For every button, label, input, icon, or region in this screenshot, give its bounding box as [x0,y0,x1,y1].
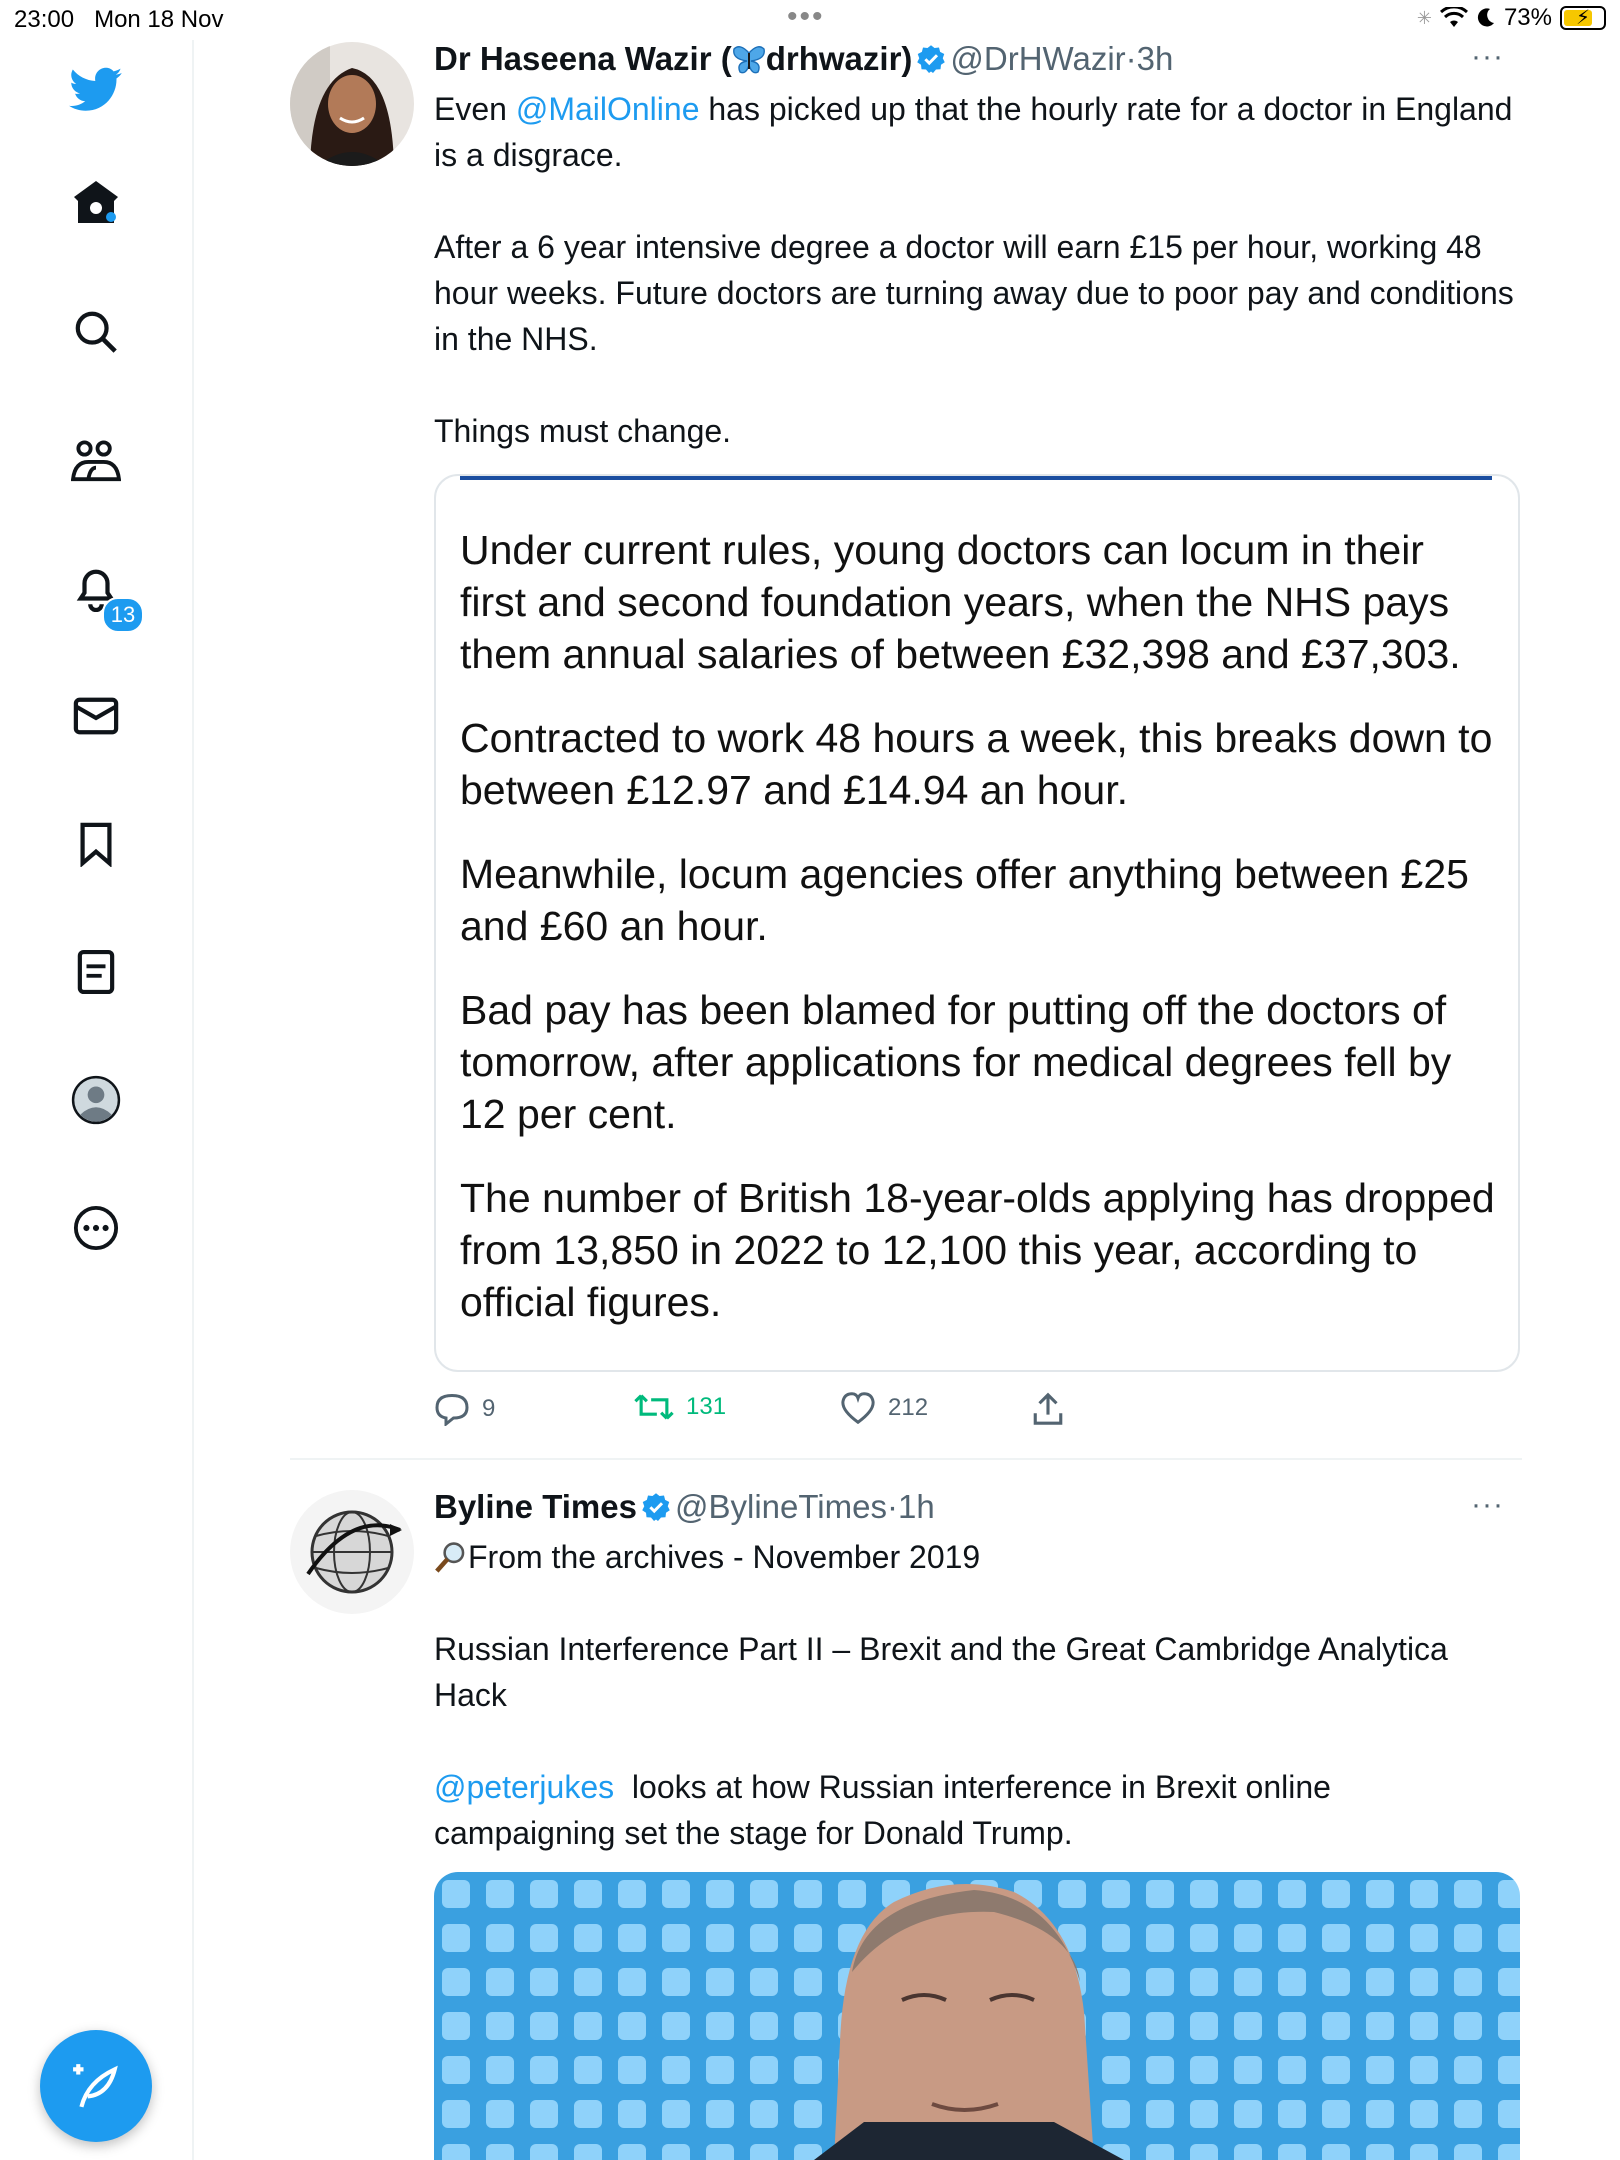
compose-feather-icon [71,2061,121,2111]
excerpt-paragraph: Contracted to work 48 hours a week, this breaks down to between £12.97 and £14.94 an hour. [460,715,1493,813]
verified-badge-icon [916,44,946,74]
tweet-bylinetimes[interactable] [290,1488,1520,2160]
battery-percent: 73% [1503,4,1552,31]
charging-bolt-icon: ⚡ [1576,7,1591,29]
tweet-divider [290,1458,1522,1460]
search-icon[interactable] [66,302,126,362]
tweet-actions [434,1384,1520,1434]
author-handle[interactable]: @DrHWazir [950,40,1126,77]
status-bar [0,0,1620,40]
reply-icon [434,1392,470,1426]
excerpt-accent-bar [460,476,1492,480]
butterfly-emoji-icon [732,45,766,75]
excerpt-paragraph: Bad pay has been blamed for putting off the doctors of tomorrow, after applications for medical degrees fell by 12 per cent. [460,987,1452,1137]
tweet-paragraph: Even @MailOnline has picked up that the hourly rate for a doctor in England is a disgrace. [434,91,1513,173]
retweet-button[interactable] [634,1392,726,1422]
author-name[interactable]: Dr Haseena Wazir ( [434,40,732,77]
separator: · [886,1488,898,1525]
article-excerpt-image[interactable] [434,474,1520,1372]
author-name-suffix[interactable]: drhwazir) [765,40,913,77]
avatar-bylinetimes[interactable] [290,1490,414,1614]
tweet-paragraph: Russian Interference Part II – Brexit and the Great Cambridge Analytica Hack [434,1631,1448,1713]
tweet-header [434,1488,935,1526]
verified-badge-icon [641,1492,671,1522]
article-image[interactable] [434,1872,1520,2160]
heart-icon [840,1392,876,1424]
tweet-text [434,86,1514,500]
battery-icon [1560,6,1606,30]
home-icon[interactable] [66,172,126,232]
lists-icon[interactable] [66,942,126,1002]
status-time: 23:00 Mon 18 Nov [14,6,224,33]
like-count: 212 [888,1394,929,1421]
reply-count: 9 [482,1395,496,1422]
tweet-paragraph: Things must change. [434,413,732,449]
wifi-icon [1440,7,1468,29]
tweet-text [434,1534,1514,1902]
author-handle[interactable]: @BylineTimes [674,1488,887,1525]
communities-icon[interactable] [66,430,126,490]
mention-link[interactable]: @peterjukes [434,1769,615,1805]
retweet-icon [634,1392,674,1422]
magnifying-glass-emoji-icon [434,1540,468,1574]
loading-spinner-icon: ✳ [1416,7,1432,28]
tweet-more-menu-icon[interactable]: ··· [1471,40,1504,73]
notifications-badge: 13 [102,597,144,633]
multitasking-dots-icon[interactable]: ••• [787,0,825,33]
status-indicators [1417,4,1606,32]
messages-envelope-icon[interactable] [66,686,126,746]
author-name[interactable]: Byline Times [434,1488,637,1525]
tweet-paragraph: After a 6 year intensive degree a doctor will earn £15 per hour, working 48 hour weeks. Future doctors are turning away due to poor pay and conditions in the NHS. [434,229,1514,357]
excerpt-text [460,524,1500,1360]
avatar-drhwazir[interactable] [290,42,414,166]
share-icon [1032,1392,1064,1426]
tweet-time[interactable]: 3h [1136,40,1174,77]
like-button[interactable] [840,1392,928,1424]
excerpt-paragraph: The number of British 18-year-olds applying has dropped from 13,850 in 2022 to 12,100 this year, according to official figures. [460,1175,1495,1325]
more-options-icon[interactable] [66,1198,126,1258]
tweet-time[interactable]: 1h [897,1488,935,1525]
profile-avatar-icon[interactable] [66,1070,126,1130]
excerpt-paragraph: Under current rules, young doctors can locum in their first and second foundation years, when the NHS pays them annual salaries of between £32,398 and £37,303. [460,527,1461,677]
compose-tweet-button[interactable] [40,2030,152,2142]
retweet-count: 131 [686,1393,727,1420]
tweet-drhwazir[interactable] [290,40,1520,1450]
home-unread-dot [106,212,116,222]
bookmarks-icon[interactable] [66,814,126,874]
tweet-more-menu-icon[interactable]: ··· [1471,1488,1504,1521]
tweet-header [434,40,1173,78]
mention-link[interactable]: @MailOnline [515,91,700,127]
separator: · [1125,40,1137,77]
twitter-logo-icon[interactable] [66,60,126,120]
moon-icon [1476,7,1496,29]
tweet-paragraph: @peterjukes looks at how Russian interference in Brexit online campaigning set the stage for Donald Trump. [434,1769,1340,1851]
excerpt-paragraph: Meanwhile, locum agencies offer anything between £25 and £60 an hour. [460,851,1469,949]
sidebar-nav [0,40,194,2160]
reply-button[interactable] [434,1392,495,1426]
share-button[interactable] [1032,1392,1064,1426]
tweet-paragraph: From the archives - November 2019 [434,1534,1514,1580]
